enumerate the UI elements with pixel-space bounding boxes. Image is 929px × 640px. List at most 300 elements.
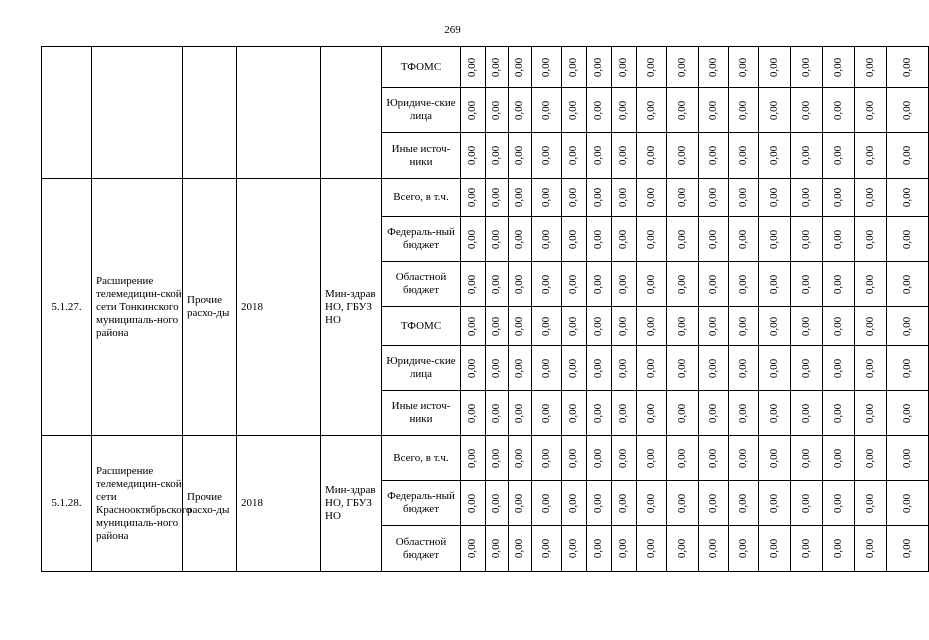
value-cell bbox=[667, 179, 699, 217]
value-text: 0,00 bbox=[737, 493, 749, 513]
value-text: 0,00 bbox=[490, 57, 503, 77]
value-text: 0,00 bbox=[466, 274, 479, 294]
value-cell bbox=[509, 47, 532, 88]
value-cell bbox=[667, 346, 699, 391]
value-cell bbox=[612, 262, 637, 307]
value-cell bbox=[486, 47, 509, 88]
value-cell bbox=[699, 307, 729, 346]
value-text: 0,00 bbox=[901, 100, 913, 120]
value-text: 0,00 bbox=[707, 403, 719, 423]
value-cell bbox=[587, 88, 612, 133]
value-cell bbox=[667, 47, 699, 88]
budget-table bbox=[41, 46, 929, 572]
value-cell bbox=[823, 133, 855, 179]
funding-source-cell: Областной бюджет bbox=[382, 526, 461, 572]
value-text: 0,00 bbox=[567, 403, 580, 423]
value-cell bbox=[729, 88, 759, 133]
value-cell bbox=[562, 217, 587, 262]
value-text: 0,00 bbox=[737, 448, 749, 468]
value-cell bbox=[486, 436, 509, 481]
value-text: 0,00 bbox=[592, 57, 605, 77]
value-text: 0,00 bbox=[676, 403, 688, 423]
value-cell bbox=[823, 217, 855, 262]
value-cell bbox=[823, 346, 855, 391]
value-text: 0,00 bbox=[676, 448, 688, 468]
value-text: 0,00 bbox=[707, 538, 719, 559]
value-text: 0,00 bbox=[513, 538, 526, 559]
table-row bbox=[42, 436, 929, 481]
value-text: 0,00 bbox=[466, 100, 479, 120]
value-cell bbox=[532, 262, 562, 307]
value-text: 0,00 bbox=[592, 403, 605, 423]
funding-source-cell: Всего, в т.ч. bbox=[382, 436, 461, 481]
value-cell bbox=[823, 481, 855, 526]
value-text: 0,00 bbox=[901, 493, 913, 513]
value-cell bbox=[729, 346, 759, 391]
value-text: 0,00 bbox=[513, 145, 526, 166]
value-cell bbox=[562, 346, 587, 391]
value-text: 0,00 bbox=[832, 145, 844, 166]
value-cell bbox=[791, 346, 823, 391]
value-text: 0,00 bbox=[768, 187, 780, 208]
value-cell bbox=[887, 481, 929, 526]
value-text: 0,00 bbox=[768, 538, 780, 559]
value-cell bbox=[612, 133, 637, 179]
value-cell bbox=[729, 307, 759, 346]
value-cell bbox=[637, 481, 667, 526]
value-text: 0,00 bbox=[540, 403, 552, 423]
value-text: 0,00 bbox=[707, 493, 719, 513]
value-text: 0,00 bbox=[490, 316, 503, 336]
value-cell bbox=[562, 436, 587, 481]
value-text: 0,00 bbox=[800, 229, 812, 249]
value-text: 0,00 bbox=[676, 57, 688, 77]
value-cell bbox=[509, 217, 532, 262]
value-cell bbox=[612, 526, 637, 572]
value-text: 0,00 bbox=[901, 229, 913, 249]
value-cell bbox=[612, 346, 637, 391]
value-text: 0,00 bbox=[707, 100, 719, 120]
value-cell bbox=[461, 526, 486, 572]
value-text: 0,00 bbox=[800, 448, 812, 468]
value-cell bbox=[667, 481, 699, 526]
value-text: 0,00 bbox=[901, 448, 913, 468]
item-number-cell: 5.1.27. bbox=[42, 179, 92, 436]
value-cell bbox=[612, 481, 637, 526]
value-cell bbox=[699, 526, 729, 572]
value-cell bbox=[562, 262, 587, 307]
value-text: 0,00 bbox=[645, 229, 657, 249]
value-cell bbox=[759, 88, 791, 133]
value-cell bbox=[509, 526, 532, 572]
value-text: 0,00 bbox=[800, 358, 812, 378]
value-cell bbox=[791, 391, 823, 436]
value-cell bbox=[461, 217, 486, 262]
value-cell bbox=[532, 481, 562, 526]
value-text: 0,00 bbox=[737, 538, 749, 559]
value-text: 0,00 bbox=[540, 316, 552, 336]
value-text: 0,00 bbox=[617, 538, 630, 559]
value-text: 0,00 bbox=[901, 145, 913, 166]
value-cell bbox=[855, 88, 887, 133]
value-text: 0,00 bbox=[707, 187, 719, 208]
value-text: 0,00 bbox=[864, 358, 876, 378]
value-cell bbox=[587, 346, 612, 391]
value-text: 0,00 bbox=[490, 538, 503, 559]
value-text: 0,00 bbox=[490, 274, 503, 294]
value-text: 0,00 bbox=[540, 538, 552, 559]
value-text: 0,00 bbox=[617, 358, 630, 378]
value-text: 0,00 bbox=[490, 358, 503, 378]
value-text: 0,00 bbox=[567, 316, 580, 336]
value-cell bbox=[587, 391, 612, 436]
value-text: 0,00 bbox=[645, 187, 657, 208]
value-cell bbox=[855, 481, 887, 526]
value-text: 0,00 bbox=[800, 316, 812, 336]
value-cell bbox=[637, 47, 667, 88]
value-cell bbox=[729, 436, 759, 481]
value-text: 0,00 bbox=[490, 493, 503, 513]
value-cell bbox=[587, 526, 612, 572]
value-text: 0,00 bbox=[864, 538, 876, 559]
value-cell bbox=[667, 436, 699, 481]
value-cell bbox=[823, 307, 855, 346]
value-text: 0,00 bbox=[540, 358, 552, 378]
value-text: 0,00 bbox=[768, 100, 780, 120]
value-cell bbox=[562, 307, 587, 346]
value-text: 0,00 bbox=[513, 493, 526, 513]
value-text: 0,00 bbox=[490, 100, 503, 120]
value-text: 0,00 bbox=[617, 493, 630, 513]
item-name-cell bbox=[92, 47, 183, 179]
value-text: 0,00 bbox=[864, 274, 876, 294]
value-text: 0,00 bbox=[617, 145, 630, 166]
value-cell bbox=[823, 262, 855, 307]
value-cell bbox=[855, 179, 887, 217]
value-text: 0,00 bbox=[540, 100, 552, 120]
value-text: 0,00 bbox=[540, 493, 552, 513]
value-cell bbox=[562, 526, 587, 572]
item-name-cell: Расширение телемедицин-ской сети Краснооктябрьского муниципаль-ного района bbox=[92, 436, 183, 572]
value-text: 0,00 bbox=[901, 358, 913, 378]
value-text: 0,00 bbox=[617, 316, 630, 336]
value-cell bbox=[637, 133, 667, 179]
value-cell bbox=[699, 179, 729, 217]
value-cell bbox=[699, 262, 729, 307]
value-text: 0,00 bbox=[768, 229, 780, 249]
value-text: 0,00 bbox=[592, 538, 605, 559]
value-text: 0,00 bbox=[513, 187, 526, 208]
value-cell bbox=[855, 133, 887, 179]
value-text: 0,00 bbox=[592, 448, 605, 468]
value-text: 0,00 bbox=[864, 229, 876, 249]
value-cell bbox=[759, 262, 791, 307]
value-cell bbox=[759, 133, 791, 179]
year-cell: 2018 bbox=[237, 179, 321, 436]
value-text: 0,00 bbox=[737, 187, 749, 208]
value-cell bbox=[759, 346, 791, 391]
executor-cell: Мин-здрав НО, ГБУЗ НО bbox=[321, 179, 382, 436]
value-text: 0,00 bbox=[466, 538, 479, 559]
value-cell bbox=[532, 391, 562, 436]
value-text: 0,00 bbox=[513, 229, 526, 249]
value-text: 0,00 bbox=[768, 57, 780, 77]
value-cell bbox=[486, 179, 509, 217]
value-cell bbox=[759, 481, 791, 526]
value-cell bbox=[729, 179, 759, 217]
value-cell bbox=[699, 133, 729, 179]
value-cell bbox=[855, 307, 887, 346]
value-cell bbox=[729, 391, 759, 436]
value-cell bbox=[791, 217, 823, 262]
value-cell bbox=[486, 88, 509, 133]
value-cell bbox=[637, 526, 667, 572]
value-text: 0,00 bbox=[768, 274, 780, 294]
value-text: 0,00 bbox=[707, 57, 719, 77]
expense-type-cell: Прочие расхо-ды bbox=[183, 179, 237, 436]
value-cell bbox=[791, 262, 823, 307]
value-text: 0,00 bbox=[540, 187, 552, 208]
value-text: 0,00 bbox=[864, 145, 876, 166]
value-cell bbox=[637, 391, 667, 436]
expense-type-cell: Прочие расхо-ды bbox=[183, 436, 237, 572]
value-text: 0,00 bbox=[864, 448, 876, 468]
value-text: 0,00 bbox=[513, 100, 526, 120]
value-text: 0,00 bbox=[617, 229, 630, 249]
value-text: 0,00 bbox=[540, 448, 552, 468]
value-cell bbox=[667, 391, 699, 436]
value-cell bbox=[532, 436, 562, 481]
value-text: 0,00 bbox=[901, 57, 913, 77]
value-cell bbox=[509, 179, 532, 217]
value-text: 0,00 bbox=[864, 316, 876, 336]
expense-type-cell bbox=[183, 47, 237, 179]
value-text: 0,00 bbox=[832, 358, 844, 378]
value-cell bbox=[759, 391, 791, 436]
table-row bbox=[42, 179, 929, 217]
executor-cell: Мин-здрав НО, ГБУЗ НО bbox=[321, 436, 382, 572]
funding-source-cell: Всего, в т.ч. bbox=[382, 179, 461, 217]
value-text: 0,00 bbox=[645, 538, 657, 559]
value-text: 0,00 bbox=[466, 403, 479, 423]
value-text: 0,00 bbox=[645, 358, 657, 378]
value-text: 0,00 bbox=[676, 538, 688, 559]
value-cell bbox=[729, 47, 759, 88]
value-cell bbox=[729, 133, 759, 179]
value-cell bbox=[823, 526, 855, 572]
table-row bbox=[42, 47, 929, 88]
value-cell bbox=[587, 47, 612, 88]
value-cell bbox=[855, 262, 887, 307]
value-text: 0,00 bbox=[707, 274, 719, 294]
value-text: 0,00 bbox=[490, 187, 503, 208]
value-text: 0,00 bbox=[737, 145, 749, 166]
value-cell bbox=[855, 391, 887, 436]
value-cell bbox=[509, 481, 532, 526]
value-cell bbox=[587, 481, 612, 526]
value-text: 0,00 bbox=[832, 274, 844, 294]
value-text: 0,00 bbox=[513, 448, 526, 468]
value-text: 0,00 bbox=[540, 274, 552, 294]
value-cell bbox=[637, 307, 667, 346]
value-text: 0,00 bbox=[832, 493, 844, 513]
funding-source-cell: ТФОМС bbox=[382, 47, 461, 88]
value-cell bbox=[587, 307, 612, 346]
value-cell bbox=[791, 436, 823, 481]
value-text: 0,00 bbox=[466, 229, 479, 249]
value-text: 0,00 bbox=[645, 448, 657, 468]
value-cell bbox=[759, 307, 791, 346]
value-cell bbox=[612, 88, 637, 133]
value-cell bbox=[532, 307, 562, 346]
value-text: 0,00 bbox=[832, 57, 844, 77]
value-text: 0,00 bbox=[737, 100, 749, 120]
item-name-cell: Расширение телемедицин-ской сети Тонкинского муниципаль-ного района bbox=[92, 179, 183, 436]
value-text: 0,00 bbox=[768, 316, 780, 336]
value-cell bbox=[699, 217, 729, 262]
value-text: 0,00 bbox=[567, 538, 580, 559]
value-cell bbox=[729, 481, 759, 526]
value-cell bbox=[855, 436, 887, 481]
value-cell bbox=[699, 436, 729, 481]
value-text: 0,00 bbox=[768, 403, 780, 423]
value-cell bbox=[486, 133, 509, 179]
funding-source-cell: Федераль-ный бюджет bbox=[382, 481, 461, 526]
value-text: 0,00 bbox=[800, 274, 812, 294]
value-text: 0,00 bbox=[645, 493, 657, 513]
executor-cell bbox=[321, 47, 382, 179]
value-text: 0,00 bbox=[592, 493, 605, 513]
value-text: 0,00 bbox=[645, 403, 657, 423]
value-cell bbox=[887, 262, 929, 307]
value-text: 0,00 bbox=[592, 358, 605, 378]
value-cell bbox=[461, 481, 486, 526]
value-text: 0,00 bbox=[676, 274, 688, 294]
value-cell bbox=[637, 346, 667, 391]
value-text: 0,00 bbox=[617, 100, 630, 120]
value-text: 0,00 bbox=[540, 145, 552, 166]
value-text: 0,00 bbox=[676, 493, 688, 513]
value-text: 0,00 bbox=[592, 316, 605, 336]
value-text: 0,00 bbox=[617, 403, 630, 423]
value-cell bbox=[637, 436, 667, 481]
value-cell bbox=[587, 262, 612, 307]
value-cell bbox=[587, 133, 612, 179]
value-cell bbox=[486, 346, 509, 391]
value-cell bbox=[791, 307, 823, 346]
value-cell bbox=[729, 217, 759, 262]
value-text: 0,00 bbox=[901, 187, 913, 208]
value-text: 0,00 bbox=[490, 403, 503, 423]
value-cell bbox=[461, 346, 486, 391]
value-text: 0,00 bbox=[676, 187, 688, 208]
value-text: 0,00 bbox=[676, 358, 688, 378]
value-cell bbox=[855, 217, 887, 262]
value-text: 0,00 bbox=[737, 274, 749, 294]
value-cell bbox=[486, 262, 509, 307]
value-text: 0,00 bbox=[800, 145, 812, 166]
value-text: 0,00 bbox=[645, 274, 657, 294]
value-text: 0,00 bbox=[864, 57, 876, 77]
value-cell bbox=[791, 526, 823, 572]
value-cell bbox=[759, 217, 791, 262]
value-cell bbox=[612, 47, 637, 88]
value-text: 0,00 bbox=[800, 57, 812, 77]
page-number: 269 bbox=[444, 24, 461, 36]
value-cell bbox=[509, 262, 532, 307]
value-text: 0,00 bbox=[901, 538, 913, 559]
value-cell bbox=[532, 346, 562, 391]
value-text: 0,00 bbox=[768, 358, 780, 378]
value-text: 0,00 bbox=[617, 274, 630, 294]
value-text: 0,00 bbox=[737, 57, 749, 77]
value-cell bbox=[887, 346, 929, 391]
value-text: 0,00 bbox=[567, 229, 580, 249]
value-cell bbox=[532, 47, 562, 88]
value-text: 0,00 bbox=[466, 187, 479, 208]
value-cell bbox=[729, 262, 759, 307]
value-cell bbox=[509, 133, 532, 179]
value-cell bbox=[823, 47, 855, 88]
value-cell bbox=[887, 47, 929, 88]
value-text: 0,00 bbox=[592, 187, 605, 208]
value-text: 0,00 bbox=[513, 316, 526, 336]
value-cell bbox=[791, 481, 823, 526]
value-text: 0,00 bbox=[513, 358, 526, 378]
value-text: 0,00 bbox=[768, 493, 780, 513]
value-cell bbox=[509, 88, 532, 133]
value-cell bbox=[791, 133, 823, 179]
value-text: 0,00 bbox=[832, 403, 844, 423]
value-text: 0,00 bbox=[832, 448, 844, 468]
value-text: 0,00 bbox=[567, 145, 580, 166]
value-text: 0,00 bbox=[592, 229, 605, 249]
value-cell bbox=[887, 526, 929, 572]
value-text: 0,00 bbox=[864, 403, 876, 423]
value-cell bbox=[855, 346, 887, 391]
value-cell bbox=[562, 133, 587, 179]
value-text: 0,00 bbox=[800, 493, 812, 513]
value-text: 0,00 bbox=[864, 100, 876, 120]
value-text: 0,00 bbox=[832, 229, 844, 249]
value-text: 0,00 bbox=[800, 403, 812, 423]
value-text: 0,00 bbox=[901, 274, 913, 294]
value-text: 0,00 bbox=[513, 57, 526, 77]
value-cell bbox=[759, 526, 791, 572]
value-text: 0,00 bbox=[676, 145, 688, 166]
value-text: 0,00 bbox=[832, 316, 844, 336]
value-cell bbox=[699, 391, 729, 436]
value-cell bbox=[461, 47, 486, 88]
value-cell bbox=[699, 88, 729, 133]
funding-source-cell: Областной бюджет bbox=[382, 262, 461, 307]
value-text: 0,00 bbox=[540, 229, 552, 249]
value-text: 0,00 bbox=[490, 229, 503, 249]
value-cell bbox=[461, 307, 486, 346]
value-cell bbox=[699, 47, 729, 88]
value-text: 0,00 bbox=[567, 448, 580, 468]
value-cell bbox=[855, 47, 887, 88]
value-cell bbox=[486, 481, 509, 526]
value-text: 0,00 bbox=[832, 100, 844, 120]
value-text: 0,00 bbox=[540, 57, 552, 77]
value-cell bbox=[612, 179, 637, 217]
value-cell bbox=[532, 526, 562, 572]
value-cell bbox=[637, 179, 667, 217]
value-cell bbox=[699, 481, 729, 526]
value-text: 0,00 bbox=[567, 187, 580, 208]
value-cell bbox=[667, 307, 699, 346]
